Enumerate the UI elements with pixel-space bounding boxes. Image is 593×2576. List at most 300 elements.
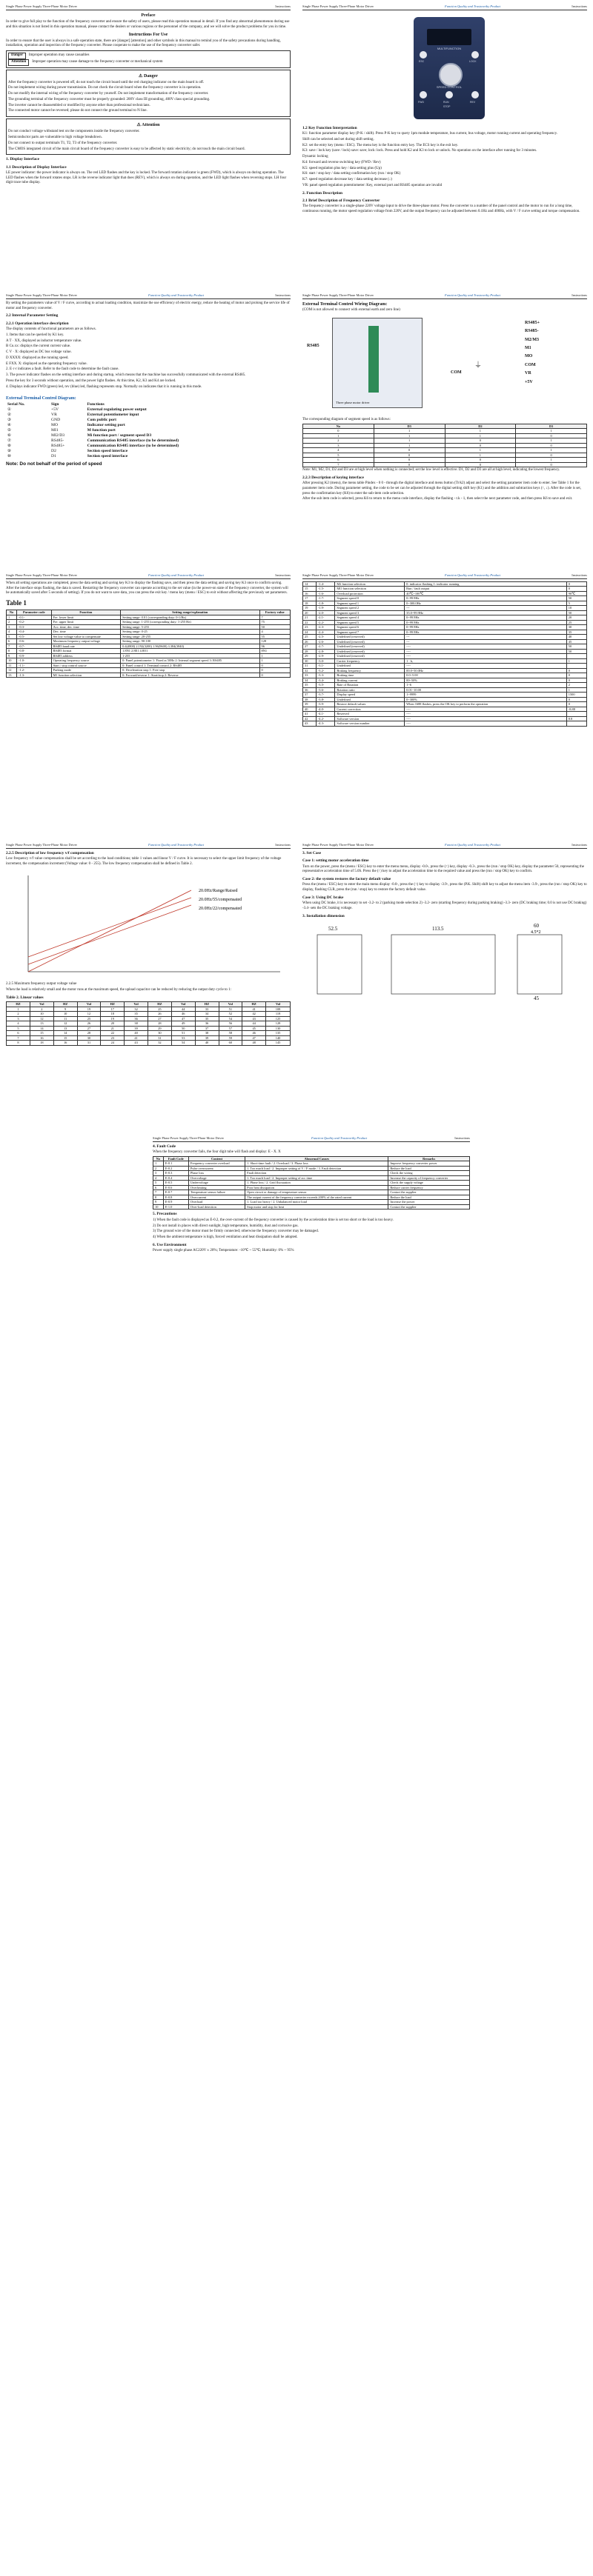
page-header (6, 4, 291, 10)
segment-note: Note: M1, M2, D1, D2 and D3 are at high level when nothing is connected; set the low level is effective. D1, D2 and D3 are all at high level, indicating the lowest frequency. (302, 468, 560, 473)
terminal-cell: GND (51, 418, 61, 423)
param-cell: Segment speed 0 (335, 596, 405, 601)
segment-caption: The corresponding diagram of segment speed is as follows: (302, 417, 391, 421)
param-cell: -0.3- (17, 624, 52, 630)
section-1-2-title: 1.2 Key Function Interpretation (302, 125, 357, 130)
terminal-diagram-title: External Terminal Control Diagram: (6, 396, 76, 401)
key-item: K6: start / stop key / data setting confirmation key (run / stop OK) (302, 172, 401, 176)
param-cell: -2.9- (316, 654, 334, 659)
segment-cell: 1 (516, 429, 587, 434)
param-cell: 41 (303, 712, 317, 717)
segment-speed-table (302, 424, 587, 468)
param-cell: 10 (7, 658, 17, 664)
manual-page-6 (298, 570, 592, 835)
param-cell: Run / fault output (405, 587, 567, 592)
param-cell: Software version number (335, 721, 405, 727)
page-header (302, 293, 587, 299)
linear-cell: 43 (242, 1016, 266, 1021)
linear-cell: 43 (125, 1041, 148, 1046)
param-cell: -1.5- (316, 587, 334, 592)
param-cell: -4.0- (316, 707, 334, 712)
param-cell: -0.2- (17, 620, 52, 625)
param-cell: -0.6- (17, 639, 52, 644)
linear-cell: 58 (219, 1031, 242, 1036)
header-right: Instructions (275, 293, 291, 297)
terminal-cell: MI2/D3 (51, 433, 65, 438)
linear-cell: 23 (101, 1035, 125, 1041)
segment-cell: 1 (445, 433, 516, 438)
segment-cell: 0 (516, 453, 587, 458)
section-2-2-1-title: 2.2.1 Operation interface description (6, 321, 69, 326)
param-cell: 2 (566, 683, 586, 688)
vf-line-1 (28, 890, 191, 972)
param-header: Function (51, 610, 120, 615)
fault-cell: E-0.8 (163, 1195, 188, 1200)
terminal-cell: Indicator setting port (87, 423, 125, 428)
instructions-title: Instructions For Use (128, 32, 168, 37)
linear-cell: 5 (7, 1026, 30, 1031)
param-cell: 35.0~99.9Hz (405, 610, 567, 615)
terminal-header-fn: Functions (87, 402, 105, 407)
param-cell: 0 (566, 697, 586, 702)
param-cell: 0~99.9Hz (405, 630, 567, 635)
param-cell: Undefined (335, 697, 405, 702)
param-cell: 00~50% (405, 678, 567, 683)
linear-header: Vol (266, 1002, 291, 1007)
param-cell: ---- (405, 721, 567, 727)
fault-header: No (153, 1156, 164, 1161)
linear-cell: 56 (219, 1021, 242, 1027)
header-left: Single Phase Power Supply Three-Phase Motor Driver (302, 573, 374, 577)
terminal-cell: VR (51, 413, 57, 418)
param-cell: RS485 baud rate (51, 644, 120, 649)
param-cell: Reserved (335, 712, 405, 717)
linear-header: Vol (171, 1002, 195, 1007)
segment-cell: 0 (445, 438, 516, 444)
linear-cell: 27 (148, 1016, 171, 1021)
query-item: D XXXX: displayed as the running speed. (6, 356, 69, 360)
key-item: Dynamic locking (302, 155, 328, 159)
esc-button[interactable] (420, 51, 427, 59)
header-right: Instructions (275, 573, 291, 577)
fault-cell: E-0.3 (163, 1171, 188, 1176)
linear-cell: 17 (101, 1007, 125, 1012)
param-cell: Braking current (335, 678, 405, 683)
linear-cell: 2 (7, 1012, 30, 1017)
linear-cell: 19 (101, 1016, 125, 1021)
linear-cell: 34 (195, 1012, 219, 1017)
section-1-1-text: LE power indicator: the power indicator is always on. The red LED flashes and the key is locked. The forward rotation indicator is green (FWD), which is always on during operation. The LED flashes when the forward rotates stops. LR is the reverse indicator light that does (REV), which is always on during operation, and the LED light flashes when reversing stops. LH four digit trace tube display. (6, 170, 287, 185)
param-cell: -2.8- (316, 649, 334, 654)
param-cell: 30 (303, 658, 317, 664)
case-1-text: Turn on the power, press the (menu / ESC) key to enter the menu menu, display -0.0-, press the (↑) key, display -0.3-, press the (run / stop OK) key, display the parameter 50, representing the representative acceleration time of 5.0S. Press the (↑) key to adjust the acceleration time to the required value and press the (run / stop OK) key to confirm. (302, 864, 584, 874)
param-cell: 35 (303, 683, 317, 688)
fault-cell: 7 (153, 1190, 164, 1195)
param-cell: 2 (7, 620, 17, 625)
param-cell: Acc. time, dec. time (51, 624, 120, 630)
fault-cell: Frequency converter overload (188, 1161, 245, 1167)
linear-cell: 38 (195, 1031, 219, 1036)
seg-header: D1 (516, 424, 587, 429)
param-cell: 7 (259, 615, 291, 620)
param-cell: -0.7- (17, 644, 52, 649)
manual-page-4 (298, 290, 592, 566)
run-stop-button[interactable] (445, 91, 453, 99)
fault-header: Abnormal Causes (245, 1156, 388, 1161)
param-cell: 19 (303, 606, 317, 611)
query-item: 1. Items that can be queried by K1 key. (6, 333, 64, 337)
term-label-m2m3: M2/M3 (525, 337, 539, 342)
terminal-cell: RS485- (51, 438, 64, 444)
param-cell: 36 (303, 687, 317, 693)
fault-cell: 6 (153, 1185, 164, 1190)
param-cell: 1 (259, 653, 291, 658)
terminal-cell: MI1 (51, 428, 59, 433)
param-cell: -1.0- (17, 658, 52, 664)
query-item: A T · XX, displayed as inductor temperature value. (6, 338, 82, 343)
fault-cell: Undervoltage (188, 1181, 245, 1186)
param-cell: 0.0~5.00 (405, 673, 567, 678)
fig-caption: 2.2.5 Maximum frequency output voltage value (6, 982, 77, 987)
linear-header: Vol (219, 1002, 242, 1007)
terminal-cell: ⑤ (7, 428, 12, 433)
linear-cell: 25 (77, 1016, 101, 1021)
linear-cell: 46 (242, 1031, 266, 1036)
param-cell: -3.1- (316, 664, 334, 669)
linear-cell: 47 (171, 1016, 195, 1021)
linear-cell: 18 (101, 1012, 125, 1017)
param-cell: 20 (566, 615, 586, 621)
fault-cell: 10 (153, 1204, 164, 1209)
linear-cell: 25 (148, 1007, 171, 1012)
param-cell: MO function selection (335, 587, 405, 592)
param-cell: 50 (259, 624, 291, 630)
fault-cell: The output current of the frequency converter exceeds 200% of the rated current (245, 1195, 388, 1200)
section-2-2-5-text: Low frequency v/f value compensation shall be set according to the load conditions; table 1 values and linear V / F curve. It is necessary to select the upper limit frequency of the voltage increment, the compensation increment (Voltage value: 0 - 255). The low frequency compensation shall be defined in Table 2. (6, 857, 282, 866)
warning-icon: ⚠ (139, 73, 143, 79)
linear-cell: 26 (148, 1012, 171, 1017)
linear-cell: 54 (219, 1016, 242, 1021)
param-cell: 55 (259, 634, 291, 639)
section-2-2-3-text: After pressing K2 (menu), the menu table Pindex - 0 0 - through the digital interface and menu button (Tr/k2) adjust and select the setting parameter item code to enter. See Table 1 for the parameter item code. During parameter setting, the code to be set can be adjusted through the digital setting shift key (K1) and the addition and subtraction keys (↑, ↓). After the code is set, press the confirmation key (K6) to enter the sub-item code selection. (302, 481, 581, 495)
param-cell: 37 (303, 693, 317, 698)
section-6-title: 6. Use Environment (153, 1242, 187, 1247)
header-right: Instructions (572, 573, 587, 577)
save-instructions: When all setting operations are completed, press the data setting and saving key K3 to display the flashing save, and then press the data setting and saving key K3 once to confirm saving. After the interface stops flashing, the data is saved. Restarting the frequency converter can operate according to the set value (in the power-on state of the frequency converter, the system will be automatically saved after 5 seconds of setting). If you do not want to save data, you can press the exit key / menu key (menu / ESC) to exit without affecting the previously set parameters. (6, 581, 288, 595)
case-2-text: Press the (menu / ESC) key to enter the main menu display -0.0-, press the (↑) key to display -3.9-, press the (P.K. Shift) shift key to adjust the menu item -3.9-, press the (run / stop OK) key to display, flashing CLR, press the (run / stop) key to restore the factory default value. (302, 883, 587, 892)
danger-item: Do not implement wiring during power transmission. Do not check the circuit board when the frequency converter is in operation. (8, 86, 202, 90)
fault-cell: E-0.7 (163, 1190, 188, 1195)
case-3-text: When using DC brake, it is necessary to set -3.2- to 2 (parking mode selection 2) -3.2- zero (starting frequency during parking braking) -3.3- zero (DC braking time; 0.0 is not use DC braking) -3.4- sets the DC braking voltage. (302, 901, 587, 910)
terminal-cell: Communication RS485 interface (to be determined) (87, 438, 179, 444)
header-left: Single Phase Power Supply Three-Phase Motor Driver (153, 1136, 225, 1140)
table-row (6, 418, 291, 423)
led-display (427, 29, 471, 45)
fault-cell: Phase loss (188, 1171, 245, 1176)
seg-header: D2 (445, 424, 516, 429)
param-cell: 12 (7, 668, 17, 673)
wiring-title: External Terminal Control Wiring Diagram: (302, 301, 388, 307)
page-header (302, 573, 587, 579)
section-1-2-k3: K3: save / lock key (save / lock) save: save; lock: lock. Press and hold K2 and K3 to lock or unlock. No operation on the interface after running for 3 minutes. (302, 149, 537, 153)
terminal-note: Note: Do not behalf of the period of speed (6, 461, 102, 467)
param-cell: 40℃~100℃ (405, 591, 567, 596)
section-2-2-3-title: 2.2.3 Description of keying interface (302, 475, 364, 480)
linear-cell: 14 (30, 1026, 54, 1031)
dim-length: 113.5 (432, 925, 444, 932)
table-row (153, 1175, 470, 1181)
param-cell: 0 (259, 668, 291, 673)
linear-cell: 118 (266, 1012, 291, 1017)
segment-cell: 1 (303, 433, 374, 438)
linear-cell: 28 (77, 1031, 101, 1036)
param-cell (566, 721, 586, 727)
warning-icon: ⚠ (136, 123, 141, 128)
param-cell: -3.2- (316, 668, 334, 673)
term-label-com: COM (525, 362, 536, 367)
fault-cell: Overvoltage (188, 1175, 245, 1181)
linear-cell: 125 (266, 1016, 291, 1021)
param-cell: 24 (303, 630, 317, 635)
param-cell: 26 (303, 639, 317, 644)
segment-cell: 1 (445, 429, 516, 434)
manual-page-3 (1, 290, 295, 566)
top-view (517, 935, 562, 994)
term-label-mo: MO (525, 354, 533, 359)
segment-cell: 0 (445, 458, 516, 463)
page-header (302, 843, 587, 849)
precaution-item: 2) Do not install in places with direct sunlight, high temperature, humidity, dust and corrosive gas. (153, 1224, 299, 1228)
linear-cell: 145 (266, 1041, 291, 1046)
param-cell: 6 (7, 639, 17, 644)
table-row (6, 428, 291, 433)
segment-cell: 6 (303, 458, 374, 463)
linear-header: HZ (101, 1002, 125, 1007)
param-cell: 0 (566, 673, 586, 678)
linear-cell: 30 (77, 1035, 101, 1041)
symbol-legend (6, 50, 291, 68)
fault-cell: Check the supply voltage (388, 1181, 470, 1186)
linear-cell: 47 (242, 1035, 266, 1041)
header-left: Single Phase Power Supply Three-Phase Motor Driver (6, 843, 78, 847)
danger-tag: Danger (8, 53, 26, 59)
linear-header: HZ (53, 1002, 77, 1007)
param-cell: 0 (566, 678, 586, 683)
param-cell: Undefined (reserved) (335, 635, 405, 640)
preface-title: Preface (141, 13, 156, 18)
motor-driver-label: Three phase motor driver (336, 400, 370, 404)
header-left: Single Phase Power Supply Three-Phase Motor Driver (302, 293, 374, 297)
header-center: Function Quality and Trustworthy Product (445, 573, 501, 577)
param-cell: 32 (303, 668, 317, 673)
fault-cell: 1. Phase loss / 2. Grid fluctuation (245, 1181, 388, 1186)
param-cell: Undefined (reserved) (335, 654, 405, 659)
linear-cell: 50 (171, 1026, 195, 1031)
fault-cell: Fault detection (245, 1171, 388, 1176)
linear-cell: 11 (53, 1016, 77, 1021)
linear-cell: 29 (148, 1026, 171, 1031)
linear-cell: 33 (195, 1007, 219, 1012)
linear-cell: 8 (7, 1041, 30, 1046)
linear-cell: 37 (195, 1026, 219, 1031)
fault-cell: Contact the supplier (388, 1204, 470, 1209)
linear-cell: 42 (242, 1012, 266, 1017)
param-cell: 22 (303, 620, 317, 625)
linear-cell: 2 (30, 1007, 54, 1012)
terminal-cell: ④ (7, 423, 12, 428)
param-cell: Operating frequency source (51, 658, 120, 664)
danger-item: The connected motor cannot be reversed; please do not connect the ground terminal to N line. (8, 109, 148, 113)
param-cell: 28 (303, 649, 317, 654)
param-cell: --- (405, 639, 567, 644)
linear-cell: 44 (242, 1021, 266, 1027)
segment-cell: 0 (303, 429, 374, 434)
fault-cell: Pulse overcurrent (188, 1166, 245, 1171)
term-label-5v: +5V (525, 379, 533, 384)
terminal-header-sign: Sign (51, 402, 59, 407)
attention-item: Do not connect to output terminals T1, T2, T3 of the frequency converter. (8, 141, 118, 145)
param-cell: -4.1- (316, 712, 334, 717)
linear-cell: 32 (148, 1041, 171, 1046)
linear-cell: 60 (219, 1041, 242, 1046)
param-cell: 3 (7, 624, 17, 630)
header-center: Function Quality and Trustworthy Product (445, 843, 501, 847)
param-cell: -0.4- (17, 630, 52, 635)
param-cell: 1~9999 (405, 693, 567, 698)
param-cell: 1 (259, 658, 291, 664)
param-cell: 75 (259, 620, 291, 625)
param-cell: -2.5- (316, 635, 334, 640)
section-4-title: 4. Fault Code (153, 1144, 176, 1149)
section-1-2-text: K1: function parameter display key (P-K / shift). Press P-K key to query 1pm module temperature, bus current, bus voltage, motor running current and operating frequency. (302, 132, 558, 136)
linear-cell: 40 (125, 1031, 148, 1036)
param-cell: Undefined (335, 664, 405, 669)
dim-mount: 45 (534, 995, 539, 1001)
linear-cell: 3 (7, 1016, 30, 1021)
page-header (6, 293, 291, 299)
terminal-cell: ⑨ (7, 449, 12, 454)
param-cell: Fre. upper limit (51, 620, 120, 625)
linear-cell: 10 (53, 1012, 77, 1017)
terminal-cell: RS485+ (51, 444, 65, 449)
param-cell: -2.0- (316, 610, 334, 615)
danger-item: After the frequency converter is powered off, do not touch the circuit board until the red charging indicator on the main board is off. (8, 80, 205, 84)
param-cell: M1 function selection (51, 673, 120, 678)
manual-page-5 (1, 570, 295, 835)
param-cell: 0 (259, 663, 291, 668)
linear-cell: 9 (53, 1007, 77, 1012)
fault-cell: 1. Too much load / 2. Improper setting of acc time (245, 1175, 388, 1181)
fault-cell: Improve frequency converter power (388, 1161, 470, 1167)
param-cell: 40 (566, 635, 586, 640)
rev-button[interactable] (471, 91, 479, 99)
param-cell: 8 (7, 649, 17, 654)
param-cell: 11 (7, 663, 17, 668)
table-row (6, 413, 291, 418)
term-label-rs485n: RS485- (525, 329, 539, 334)
lock-button[interactable] (471, 51, 479, 59)
parameter-table-1-cont (302, 581, 587, 727)
param-cell: 0.4(4800) 2.192(3200) 1.96(9600) 3.384(3840) (121, 644, 259, 649)
fault-cell: E-0.9 (163, 1200, 188, 1205)
segment-cell: 0 (516, 462, 587, 467)
linear-cell: 48 (242, 1041, 266, 1046)
fault-code-table (153, 1156, 470, 1210)
param-cell: Setting range: 0-25 (121, 630, 259, 635)
param-cell: 0~99.9Hz (405, 625, 567, 630)
param-cell: Parking mode (51, 668, 120, 673)
linear-cell: 135 (266, 1031, 291, 1036)
panel-speed-label: SPEED CONTROL (436, 84, 463, 89)
segment-cell: 0 (445, 462, 516, 467)
segment-cell: 1 (374, 438, 445, 444)
section-2-1-text: The frequency converter is a single-phase 220V voltage input to drive the three-phase motor. Press the converter to a number of the panel control and the motor to run for a long time, continuous running, the motor speed regulation voltage from 220V, and the output frequency can be adjusted between 0.1Hz and 400Hz, with V / F curve setting and torque compensation. (302, 204, 580, 214)
param-cell: 0~300.0Hz (405, 601, 567, 606)
segment-cell: 0 (374, 458, 445, 463)
param-cell: Software version (335, 716, 405, 721)
segment-cell: 5 (303, 453, 374, 458)
param-cell: Dec. time (51, 630, 120, 635)
param-cell: -3.5- (316, 683, 334, 688)
param-cell: -1.1- (17, 663, 52, 668)
param-cell: 45 (566, 639, 586, 644)
terminal-cell: Communication RS485 interface (to be determined) (87, 444, 179, 449)
linear-cell: 7 (7, 1035, 30, 1041)
param-cell: 0~99.9Hz (405, 596, 567, 601)
fault-cell: 1. Load too heavy / 2. Unbalanced motor load (245, 1200, 388, 1205)
linear-cell: 54 (171, 1041, 195, 1046)
table-row (303, 721, 587, 727)
param-cell: 34 (303, 678, 317, 683)
speed-knob[interactable] (439, 63, 463, 87)
header-right: Instructions (572, 293, 587, 297)
param-cell: 25 (303, 635, 317, 640)
linear-cell: 45 (242, 1026, 266, 1031)
attention-item: Semiconductor parts are vulnerable to high voltage breakdown. (8, 136, 102, 140)
param-cell: -0.5- (17, 634, 52, 639)
param-cell: 13 (7, 673, 17, 678)
fwd-button[interactable] (420, 91, 427, 99)
table-1-title: Table 1 (6, 599, 27, 607)
param-cell: ---- (405, 649, 567, 654)
linear-cell: 14 (53, 1031, 77, 1036)
param-cell: -2.1- (316, 615, 334, 621)
linear-cell: 28 (148, 1021, 171, 1027)
key-item: K4: forward and reverse switching key (FWD / Rev) (302, 160, 381, 164)
fault-header: Fault Code (163, 1156, 188, 1161)
section-1-title: 1. Display Interface (6, 157, 40, 162)
param-cell: -1.3- (17, 673, 52, 678)
table-row (7, 673, 291, 678)
param-cell: 1 (7, 615, 17, 620)
linear-cell: 18 (30, 1041, 54, 1046)
dim-width: 52.5 (328, 925, 338, 932)
linear-cell: 41 (242, 1007, 266, 1012)
param-cell: 42 (303, 716, 317, 721)
param-cell: -2.4- (316, 630, 334, 635)
danger-item: Do not modify the internal wiring of the frequency converter by yourself. Do not implement transformation of the frequency converter. (8, 92, 209, 96)
param-cell: 4 (7, 630, 17, 635)
attention-item: The CMOS integrated circuit of the main circuit board of the frequency converter is easy to be affected by static electricity; do not touch the main circuit board. (8, 147, 245, 151)
param-cell: 0 (566, 581, 586, 587)
param-cell: -4.2- (316, 716, 334, 721)
linear-cell: 21 (101, 1026, 125, 1031)
param-cell: -0.1- (17, 615, 52, 620)
fault-cell: E-0.6 (163, 1185, 188, 1190)
query-item: 2. E·r·r indicates a fault. Refer to the fault code to determine the fault cause. (6, 367, 119, 372)
legend-1: 20.0Hz/Range/Raised (199, 888, 238, 893)
param-cell: Segment speed 1 (335, 601, 405, 606)
